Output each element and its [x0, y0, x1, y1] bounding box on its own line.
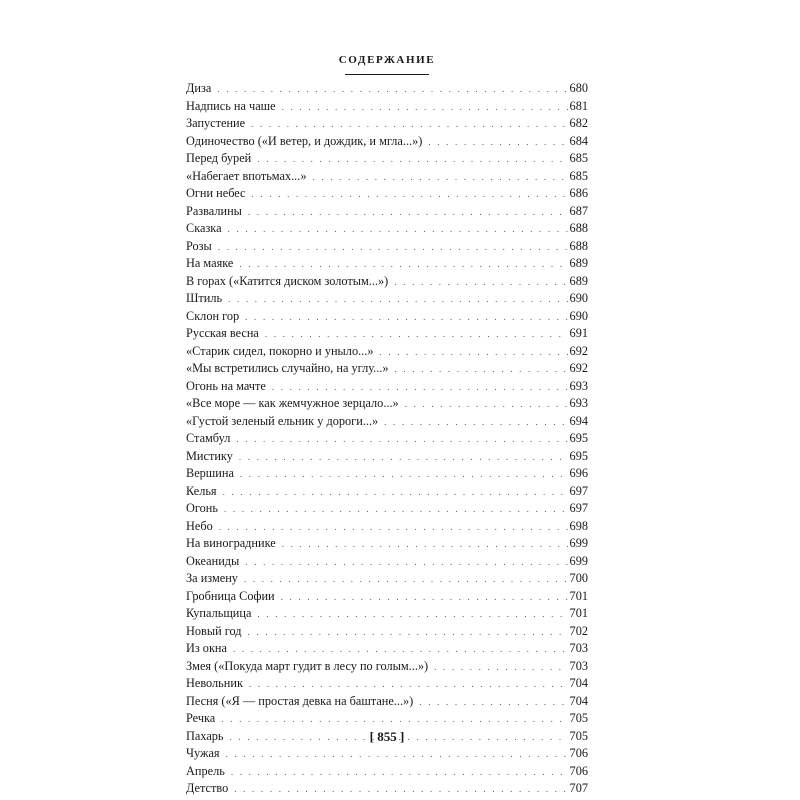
dot-leader: [221, 711, 567, 729]
toc-entry: [186, 168, 588, 186]
toc-entry: [186, 115, 588, 133]
toc-entry-page: 688: [569, 221, 588, 235]
toc-entry-page: 685: [569, 151, 588, 165]
toc-entry-page: 693: [569, 378, 588, 393]
toc-entry-title: Небо: [186, 518, 213, 533]
toc-entry-title: Вершина: [186, 466, 234, 480]
toc-entry: [186, 290, 588, 308]
dot-leader: [239, 256, 567, 274]
dot-leader: [419, 694, 567, 712]
toc-entry-title: Стамбул: [186, 431, 231, 445]
dot-leader: [251, 116, 567, 134]
toc-entry-page: 707: [569, 781, 588, 795]
toc-entry-title: Келья: [186, 483, 217, 498]
toc-entry-title: Детство: [186, 781, 229, 795]
toc-entry: [186, 395, 588, 413]
dot-leader: [223, 484, 568, 502]
toc-entry: [186, 710, 588, 728]
table-of-contents: [186, 80, 588, 798]
toc-entry: [186, 640, 588, 658]
toc-entry: [186, 185, 588, 203]
toc-entry: [186, 518, 588, 536]
toc-entry-page: 703: [569, 658, 588, 673]
toc-entry: [186, 623, 588, 641]
dot-leader: [312, 169, 567, 187]
dot-leader: [228, 221, 568, 239]
toc-entry-page: 695: [569, 431, 588, 445]
toc-entry-page: 688: [569, 238, 588, 253]
page-number: [ 855 ]: [369, 729, 405, 744]
header-rule: [345, 74, 429, 75]
dot-leader: [248, 624, 568, 642]
toc-entry-page: 696: [569, 466, 588, 480]
toc-entry-title: Одиночество («И ветер, и дождик, и мгла...»): [186, 133, 423, 148]
dot-leader: [228, 291, 567, 309]
toc-entry-page: 686: [569, 186, 588, 200]
toc-entry: [186, 483, 588, 501]
toc-entry-title: Огни небес: [186, 186, 246, 200]
toc-entry-page: 689: [569, 273, 588, 288]
toc-entry-title: «Густой зеленый ельник у дороги...»: [186, 413, 379, 428]
toc-entry-page: 703: [569, 641, 588, 655]
toc-entry: [186, 308, 588, 326]
toc-entry: [186, 500, 588, 518]
toc-entry-title: На винограднике: [186, 536, 276, 550]
dot-leader: [395, 361, 568, 379]
toc-entry-page: 704: [569, 676, 588, 690]
toc-entry: [186, 588, 588, 606]
toc-entry-page: 690: [569, 308, 588, 323]
toc-entry-page: 705: [569, 711, 588, 725]
toc-entry-page: 694: [569, 413, 588, 428]
toc-entry-title: Новый год: [186, 623, 242, 638]
toc-entry: [186, 360, 588, 378]
toc-entry: [186, 658, 588, 676]
dot-leader: [394, 274, 567, 292]
toc-entry-page: 691: [569, 326, 588, 340]
toc-entry-page: 687: [569, 203, 588, 218]
toc-entry: [186, 133, 588, 151]
dot-leader: [239, 449, 568, 467]
dot-leader: [248, 204, 568, 222]
toc-entry-page: 685: [569, 168, 588, 183]
toc-entry-title: Гробница Софии: [186, 588, 275, 603]
toc-entry: [186, 465, 588, 483]
toc-entry-title: В горах («Катится диском золотым...»): [186, 273, 389, 288]
toc-entry: [186, 693, 588, 711]
toc-entry-page: 692: [569, 361, 588, 375]
toc-entry-title: «Старик сидел, покорно и уныло...»: [186, 343, 374, 358]
toc-entry: [186, 535, 588, 553]
toc-entry: [186, 745, 588, 763]
toc-entry-title: За измену: [186, 571, 238, 585]
toc-entry: [186, 763, 588, 781]
toc-entry-page: 695: [569, 448, 588, 463]
toc-entry-page: 697: [569, 501, 588, 515]
toc-entry: [186, 605, 588, 623]
dot-leader: [224, 501, 568, 519]
dot-leader: [233, 641, 568, 659]
dot-leader: [252, 186, 568, 204]
toc-entry-page: 698: [569, 518, 588, 533]
toc-entry: [186, 448, 588, 466]
toc-entry: [186, 273, 588, 291]
toc-entry-title: Розы: [186, 238, 212, 253]
dot-leader: [236, 431, 567, 449]
dot-leader: [217, 81, 567, 99]
toc-entry-title: «Набегает впотьмах...»: [186, 168, 307, 183]
dot-leader: [249, 676, 568, 694]
dot-leader: [218, 239, 568, 257]
toc-entry-title: На маяке: [186, 256, 234, 270]
toc-entry-page: 699: [569, 536, 588, 550]
toc-entry-title: Сказка: [186, 221, 222, 235]
toc-entry-title: Песня («Я — простая девка на баштане...»): [186, 693, 414, 708]
toc-entry-title: Купальщица: [186, 606, 252, 620]
toc-entry: [186, 98, 588, 116]
toc-entry: [186, 325, 588, 343]
toc-entry: [186, 203, 588, 221]
dot-leader: [384, 414, 567, 432]
toc-entry-page: 706: [569, 763, 588, 778]
toc-entry-title: Надпись на чаше: [186, 98, 276, 113]
toc-entry-page: 704: [569, 693, 588, 708]
toc-entry: [186, 675, 588, 693]
toc-entry-page: 701: [569, 606, 588, 620]
toc-entry-title: Запустение: [186, 116, 246, 130]
dot-leader: [244, 571, 568, 589]
dot-leader: [379, 344, 567, 362]
dot-leader: [245, 554, 567, 572]
dot-leader: [257, 606, 567, 624]
toc-entry-page: 692: [569, 343, 588, 358]
toc-entry: [186, 80, 588, 98]
toc-entry-page: 693: [569, 396, 588, 410]
dot-leader: [245, 309, 567, 327]
toc-entry-page: 700: [569, 571, 588, 585]
toc-entry: [186, 430, 588, 448]
toc-entry-title: Диза: [186, 81, 212, 95]
toc-entry-title: «Все море — как жемчужное зерцало...»: [186, 396, 399, 410]
toc-entry: [186, 255, 588, 273]
dot-leader: [234, 781, 567, 799]
toc-entry-title: Огонь: [186, 501, 218, 515]
toc-entry-page: 690: [569, 291, 588, 305]
dot-leader: [428, 134, 567, 152]
toc-entry-page: 681: [569, 98, 588, 113]
dot-leader: [257, 151, 567, 169]
toc-entry: [186, 570, 588, 588]
toc-entry: [186, 413, 588, 431]
toc-entry-title: Пахарь: [186, 728, 224, 743]
toc-entry-title: Чужая: [186, 746, 220, 760]
dot-leader: [282, 99, 568, 117]
toc-entry-title: Русская весна: [186, 326, 259, 340]
dot-leader: [240, 466, 568, 484]
toc-entry: [186, 150, 588, 168]
dot-leader: [231, 764, 568, 782]
toc-entry-title: Склон гор: [186, 308, 240, 323]
page-header: [186, 50, 588, 75]
toc-entry-title: Огонь на мачте: [186, 378, 266, 393]
toc-entry-page: 699: [569, 553, 588, 568]
toc-entry-page: 705: [569, 728, 588, 743]
toc-entry-page: 680: [569, 81, 588, 95]
toc-entry-page: 701: [569, 588, 588, 603]
toc-entry-page: 689: [569, 256, 588, 270]
toc-entry-title: Мистику: [186, 448, 233, 463]
toc-entry-page: 697: [569, 483, 588, 498]
dot-leader: [282, 536, 568, 554]
toc-entry-title: Океаниды: [186, 553, 240, 568]
toc-entry-page: 682: [569, 116, 588, 130]
toc-entry-page: 702: [569, 623, 588, 638]
toc-entry-title: «Мы встретились случайно, на углу...»: [186, 361, 389, 375]
dot-leader: [281, 589, 568, 607]
toc-entry-title: Штиль: [186, 291, 223, 305]
dot-leader: [272, 379, 568, 397]
toc-entry: [186, 780, 588, 798]
toc-entry-title: Перед бурей: [186, 151, 252, 165]
toc-entry: [186, 343, 588, 361]
toc-entry-title: Из окна: [186, 641, 227, 655]
toc-entry-page: 684: [569, 133, 588, 148]
toc-entry: [186, 220, 588, 238]
toc-entry: [186, 378, 588, 396]
dot-leader: [219, 519, 568, 537]
toc-entry-title: Речка: [186, 711, 216, 725]
toc-entry: [186, 553, 588, 571]
toc-entry-title: Апрель: [186, 763, 225, 778]
dot-leader: [265, 326, 568, 344]
toc-entry: [186, 238, 588, 256]
toc-entry-title: Змея («Покуда март гудит в лесу по голым...»): [186, 658, 429, 673]
section-title: СОДЕРЖАНИЕ: [338, 54, 436, 66]
dot-leader: [405, 396, 568, 414]
toc-entry-page: 706: [569, 746, 588, 760]
dot-leader: [434, 659, 567, 677]
dot-leader: [226, 746, 568, 764]
toc-entry-title: Невольник: [186, 676, 243, 690]
toc-entry-title: Развалины: [186, 203, 242, 218]
